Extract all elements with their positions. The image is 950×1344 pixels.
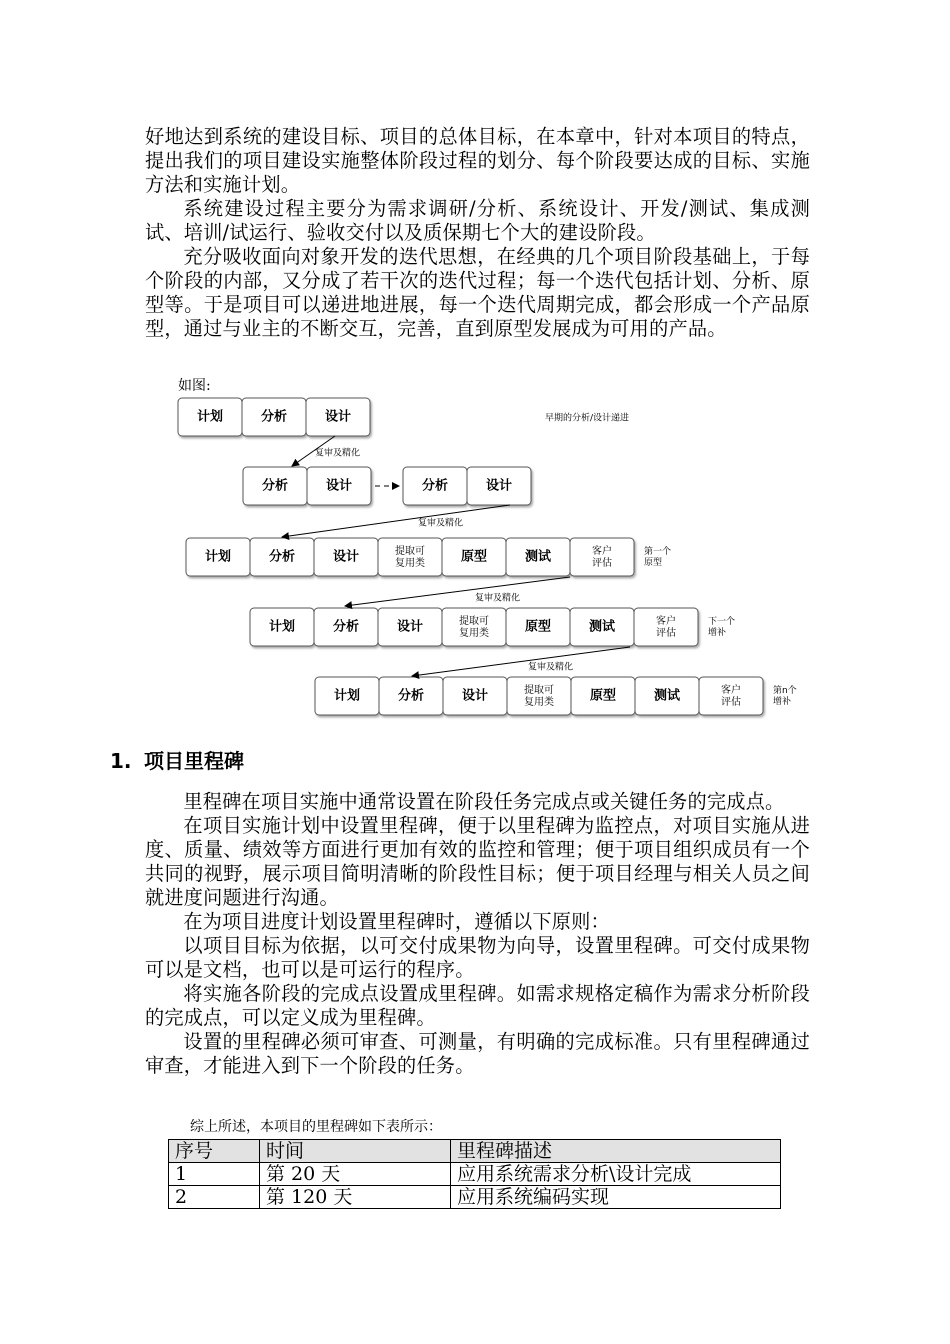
review-label: 复审及精化 bbox=[418, 518, 464, 529]
stage-label: 原型 bbox=[460, 549, 488, 565]
stage-note: 增补 bbox=[773, 697, 792, 707]
stage-label: 设计 bbox=[461, 688, 489, 704]
stage-label: 测试 bbox=[524, 549, 552, 565]
milestone-paragraph-5: 将实施各阶段的完成点设置成里程碑。如需求规格定稿作为需求分析阶段的完成点，可以定义成为里程碑。 bbox=[145, 982, 810, 1029]
stage-label: 计划 bbox=[333, 688, 361, 704]
table-row bbox=[169, 1163, 781, 1186]
milestone-paragraph-2: 在项目实施计划中设置里程碑，便于以里程碑为监控点，对项目实施从进度、质量、绩效等方面进行更加有效的监控和管理；便于项目组织成员有一个共同的视野，展示项目简明清晰的阶段性目标；便于项目经理与相关人员之间就进度问题进行沟通。 bbox=[145, 814, 810, 909]
stage-box bbox=[507, 677, 571, 715]
cell-time: 第 120 天 bbox=[260, 1186, 451, 1209]
stage-box bbox=[634, 608, 698, 646]
stage-note: 第n个 bbox=[773, 686, 797, 696]
intro-paragraph-1: 好地达到系统的建设目标、项目的总体目标，在本章中，针对本项目的特点，提出我们的项目建设实施整体阶段过程的划分、每个阶段要达成的目标、实施方法和实施计划。 bbox=[145, 125, 810, 196]
stage-label: 分析 bbox=[268, 549, 296, 565]
milestone-section bbox=[145, 790, 810, 1078]
stage-label: 复用类 bbox=[459, 628, 489, 639]
stage-label: 评估 bbox=[721, 697, 741, 708]
flow-arrow bbox=[412, 647, 630, 676]
stage-label: 复用类 bbox=[395, 558, 425, 569]
section-number: 1. bbox=[110, 749, 132, 773]
stage-label: 提取可 bbox=[395, 546, 425, 557]
stage-label: 分析 bbox=[421, 478, 449, 494]
flow-arrow bbox=[282, 505, 510, 537]
table-caption: 综上所述，本项目的里程碑如下表所示： bbox=[190, 1119, 442, 1135]
table-row bbox=[169, 1186, 781, 1209]
cell-index: 2 bbox=[169, 1186, 260, 1209]
milestone-paragraph-4: 以项目目标为依据，以可交付成果物为向导，设置里程碑。可交付成果物可以是文档，也可以是可运行的程序。 bbox=[145, 934, 810, 981]
stage-label: 原型 bbox=[589, 688, 617, 704]
stage-label: 客户 bbox=[656, 616, 676, 627]
stage-label: 设计 bbox=[324, 409, 352, 425]
flow-arrow bbox=[345, 577, 570, 606]
stage-label: 评估 bbox=[592, 558, 612, 569]
stage-note: 下一个 bbox=[708, 617, 736, 627]
stage-note: 原型 bbox=[644, 558, 663, 568]
header-time: 时间 bbox=[260, 1140, 451, 1163]
review-label: 复审及精化 bbox=[528, 662, 574, 673]
stage-label: 复用类 bbox=[524, 697, 554, 708]
review-label: 复审及精化 bbox=[315, 448, 361, 459]
section-heading bbox=[110, 745, 244, 774]
stage-label: 原型 bbox=[524, 619, 552, 635]
stage-label: 评估 bbox=[656, 628, 676, 639]
intro-paragraph-3: 充分吸收面向对象开发的迭代思想，在经典的几个项目阶段基础上，于每个阶段的内部，又分成了若干次的迭代过程；每一个迭代包括计划、分析、原型等。于是项目可以递进地进展，每一个迭代周期完成，都会形成一个产品原型，通过与业主的不断交互，完善，直到原型发展成为可用的产品。 bbox=[145, 245, 810, 340]
review-label: 复审及精化 bbox=[475, 593, 521, 604]
intro-section bbox=[145, 125, 810, 341]
stage-box bbox=[442, 608, 506, 646]
intro-paragraph-2: 系统建设过程主要分为需求调研/分析、系统设计、开发/测试、集成测试、培训/试运行、验收交付以及质保期七个大的建设阶段。 bbox=[145, 197, 810, 244]
stage-label: 设计 bbox=[485, 478, 513, 494]
diagram-layer bbox=[178, 398, 797, 715]
stage-label: 测试 bbox=[588, 619, 616, 635]
stage-label: 提取可 bbox=[524, 685, 554, 696]
cell-time: 第 20 天 bbox=[260, 1163, 451, 1186]
stage-label: 测试 bbox=[653, 688, 681, 704]
stage-label: 设计 bbox=[396, 619, 424, 635]
stage-label: 提取可 bbox=[459, 616, 489, 627]
iteration-diagram bbox=[170, 392, 810, 722]
milestone-paragraph-1: 里程碑在项目实施中通常设置在阶段任务完成点或关键任务的完成点。 bbox=[183, 790, 785, 813]
milestone-paragraph-3: 在为项目进度计划设置里程碑时，遵循以下原则： bbox=[183, 910, 610, 933]
stage-label: 客户 bbox=[592, 546, 612, 557]
stage-label: 计划 bbox=[196, 409, 224, 425]
milestone-table bbox=[168, 1139, 781, 1209]
stage-note: 增补 bbox=[708, 628, 727, 638]
cell-index: 1 bbox=[169, 1163, 260, 1186]
header-description: 里程碑描述 bbox=[451, 1140, 781, 1163]
section-title: 项目里程碑 bbox=[144, 749, 244, 773]
figure-caption: 如图: bbox=[178, 378, 211, 394]
stage-label: 客户 bbox=[721, 685, 741, 696]
stage-box bbox=[699, 677, 763, 715]
stage-label: 设计 bbox=[325, 478, 353, 494]
stage-label: 设计 bbox=[332, 549, 360, 565]
stage-label: 分析 bbox=[332, 619, 360, 635]
diagram-title: 早期的分析/设计递进 bbox=[545, 413, 630, 424]
cell-description: 应用系统编码实现 bbox=[451, 1186, 781, 1209]
stage-box bbox=[570, 538, 634, 576]
stage-label: 分析 bbox=[261, 478, 289, 494]
cell-description: 应用系统需求分析\设计完成 bbox=[451, 1163, 781, 1186]
milestone-paragraph-6: 设置的里程碑必须可审查、可测量，有明确的完成标准。只有里程碑通过审查，才能进入到下一个阶段的任务。 bbox=[145, 1030, 810, 1077]
stage-box bbox=[378, 538, 442, 576]
stage-label: 分析 bbox=[397, 688, 425, 704]
stage-label: 计划 bbox=[268, 619, 296, 635]
stage-label: 计划 bbox=[204, 549, 232, 565]
header-index: 序号 bbox=[169, 1140, 260, 1163]
stage-label: 分析 bbox=[260, 409, 288, 425]
stage-note: 第一个 bbox=[644, 547, 672, 557]
table-header-row bbox=[169, 1140, 781, 1163]
